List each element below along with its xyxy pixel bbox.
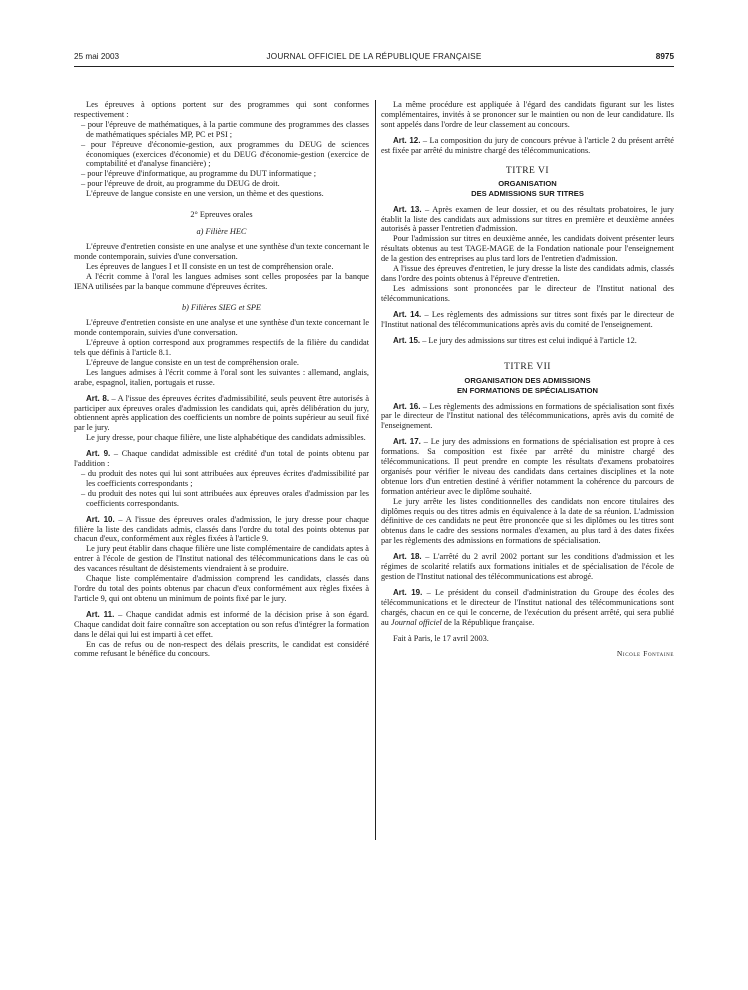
list-item: – du produit des notes qui lui sont attribuées aux épreuves orales d'admission par les coefficients correspondants. — [81, 488, 369, 508]
titre-vii-subtitle: ORGANISATION DES ADMISSIONS EN FORMATIONS DE SPÉCIALISATION — [456, 376, 599, 395]
options-intro: Les épreuves à options portent sur des programmes qui sont conformes respectivement : — [74, 100, 369, 119]
paragraph: L'épreuve de langue consiste en un test de compréhension orale. — [86, 357, 299, 367]
article-15: Art. 15. – Le jury des admissions sur titres est celui indiqué à l'article 12. — [393, 335, 637, 345]
article-19: Art. 19. – Le président du conseil d'administration du Groupe des écoles des télécommunications et le directeur de l'Institut national des télécommunications sont chargés, chacun en ce qui le concerne, de l'exécution du présent arrêté, qui sera publié au Journal officiel de la République française. — [381, 587, 675, 627]
journal-title: JOURNAL OFFICIEL DE LA RÉPUBLIQUE FRANÇAISE — [266, 52, 482, 61]
list-item: – pour l'épreuve d'économie-gestion, aux programmes du DEUG de sciences économiques (exercices d'économie) et du DEUG d'économie-gestion (exercice de comptabilité et d'analyse financière) ; — [81, 139, 369, 169]
list-item: – pour l'épreuve de mathématiques, à la partie commune des programmes des classes de mathématiques spéciales MP, PC et PSI ; — [81, 119, 369, 139]
page-header — [74, 50, 674, 67]
signature: Nicole Fontaine — [616, 649, 674, 659]
section-title-oral: 2° Epreuves orales — [190, 210, 253, 220]
paragraph: L'épreuve de langue consiste en une version, un thème et des questions. — [86, 189, 324, 199]
list-item: – du produit des notes qui lui sont attribuées aux épreuves écrites d'admissibilité par les coefficients correspondants ; — [81, 469, 369, 488]
paragraph: Les langues admises à l'écrit comme à l'oral sont les suivantes : allemand, anglais, arabe, espagnol, italien, portugais et russe. — [74, 367, 369, 387]
subsection-title-sieg: b) Filières SIEG et SPE — [182, 303, 261, 313]
article-18: Art. 18. – L'arrêté du 2 avril 2002 portant sur les conditions d'admission et les régimes de scolarité relatifs aux formations initiales et de spécialisation de l'école de gestion de l'Institut national des télécommunications est abrogé. — [381, 552, 674, 581]
article-8: Art. 8. – A l'issue des épreuves écrites d'admissibilité, seuls peuvent être autorisés à participer aux épreuves orales d'admission les candidats qui, après délibération du jury, obtiennent après application des coefficients un nombre de points supérieur au seuil fixé par le jury. — [74, 393, 369, 433]
article-17: Art. 17. – Le jury des admissions en formations de spécialisation est propre à ces formations. Sa composition est fixée par arrêté du ministre chargé des télécommunications. Il peut prendre en compte les résultats d'examens probatoires organisés pour vérifier le niveau des candidats dans certaines disciplines et la note obtenue lors d'un entretien destiné à vérifier notamment la cohérence du parcours de formation antérieur avec le diplôme souhaité. — [381, 437, 674, 496]
paragraph: Chaque liste complémentaire d'admission comprend les candidats, classés dans l'ordre du total des points obtenus par chacun d'eux conformément aux règles fixées à l'article 9, qui ont obtenu un minimum de points fixé par le jury. — [74, 574, 369, 603]
paragraph: L'épreuve d'entretien consiste en une analyse et une synthèse d'un texte concernant le monde contemporain, suivies d'une conversation. — [74, 318, 369, 338]
titre-vi-subtitle: ORGANISATION DES ADMISSIONS SUR TITRES — [471, 179, 584, 199]
titre-vi-heading: TITRE VI — [505, 165, 550, 176]
article-13: Art. 13. – Après examen de leur dossier, et ou des résultats probatoires, le jury établit la liste des candidats aux admissions sur titres en première et deuxième années autorisés à passer l'entretien d'admission. — [381, 204, 674, 234]
right-column — [381, 100, 674, 659]
article-10: Art. 10. – A l'issue des épreuves orales d'admission, le jury dresse pour chaque filière la liste des candidats admis, classés dans l'ordre du total des points obtenus par chacun d'eux, conformément aux règles fixées à l'article 9. — [74, 514, 369, 544]
paragraph: Le jury peut établir dans chaque filière une liste complémentaire de candidats aptes à entrer à l'école de gestion de l'Institut national des télécommunications dans le cas où des vacances résultant de désistements viendraient à se produire. — [74, 544, 369, 574]
paragraph: Pour l'admission sur titres en deuxième année, les candidats doivent présenter leurs résultats obtenus au test TAGE-MAGE de la Fondation nationale pour l'enseignement de la gestion des entreprises au plus tard lors de l'entretien d'admission. — [381, 234, 674, 264]
paragraph: A l'issue des épreuves d'entretien, le jury dresse la liste des candidats admis, classés dans l'ordre des points obtenus à l'épreuve d'entretien. — [381, 264, 674, 283]
paragraph: Le jury arrête les listes conditionnelles des candidats non encore titulaires des diplômes requis ou des titres admis en équivalence à la date de sa réunion. L'admission définitive de ces candidats ne peut être prononcée que si les diplômes ou les titres sont obtenus dans le cadre des sessions normales d'examen, au plus tard à des dates fixées par les règlements des admissions en formations de spécialisation. — [381, 496, 674, 546]
titre-vii-heading: TITRE VII — [504, 362, 551, 373]
article-16: Art. 16. – Les règlements des admissions en formations de spécialisation sont fixés par le directeur de l'Institut national des télécommunications, après avis du comité de l'enseignement. — [381, 401, 674, 431]
paragraph: L'épreuve à option correspond aux programmes respectifs de la filière du candidat tels que définis à l'article 8.1. — [74, 338, 369, 358]
paragraph: A l'écrit comme à l'oral les langues admises sont celles proposées par la banque IENA utilisées par la banque commune d'épreuves écrites. — [74, 271, 369, 291]
paragraph: En cas de refus ou de non-respect des délais prescrits, le candidat est considéré comme refusant le bénéfice du concours. — [74, 639, 369, 659]
page-number: 8975 — [655, 52, 674, 61]
paragraph: La même procédure est appliquée à l'égard des candidats figurant sur les listes complémentaires, invités à se prononcer sur le maintien ou non de leur candidature. Ils sont appelés dans l'ordre de leur classement au concours. — [381, 100, 674, 129]
article-14: Art. 14. – Les règlements des admissions sur titres sont fixés par le directeur de l'Institut national des télécommunications après avis du comité de l'enseignement. — [381, 309, 675, 329]
article-12: Art. 12. – La composition du jury de concours prévue à l'article 2 du présent arrêté est fixée par arrêté du ministre chargé des télécommunications. — [381, 135, 674, 155]
paragraph: Les épreuves de langues I et II consiste en un test de compréhension orale. — [86, 261, 334, 271]
subsection-title-hec: a) Filière HEC — [196, 226, 247, 236]
signing-place-date: Fait à Paris, le 17 avril 2003. — [393, 633, 489, 643]
header-date: 25 mai 2003 — [74, 52, 120, 61]
paragraph: Le jury dresse, pour chaque filière, une liste alphabétique des candidats admissibles. — [86, 433, 366, 443]
paragraph: Les admissions sont prononcées par le directeur de l'Institut national des télécommunications. — [381, 283, 674, 303]
article-9: Art. 9. – Chaque candidat admissible est crédité d'un total de points obtenu par l'addition : — [74, 449, 369, 469]
article-11: Art. 11. – Chaque candidat admis est informé de la décision prise à son égard. Chaque candidat doit faire connaître son acceptation ou son refus d'intégrer la formation dans le délai qui lui est imparti à cet effet. — [74, 609, 369, 639]
paragraph: L'épreuve d'entretien consiste en une analyse et une synthèse d'un texte concernant le monde contemporain, suivies d'une conversation. — [74, 241, 369, 261]
column-divider — [375, 100, 376, 840]
left-column — [74, 100, 369, 659]
list-item: – pour l'épreuve de droit, au programme du DEUG de droit. — [81, 179, 280, 189]
list-item: – pour l'épreuve d'informatique, au programme du DUT informatique ; — [81, 169, 317, 179]
